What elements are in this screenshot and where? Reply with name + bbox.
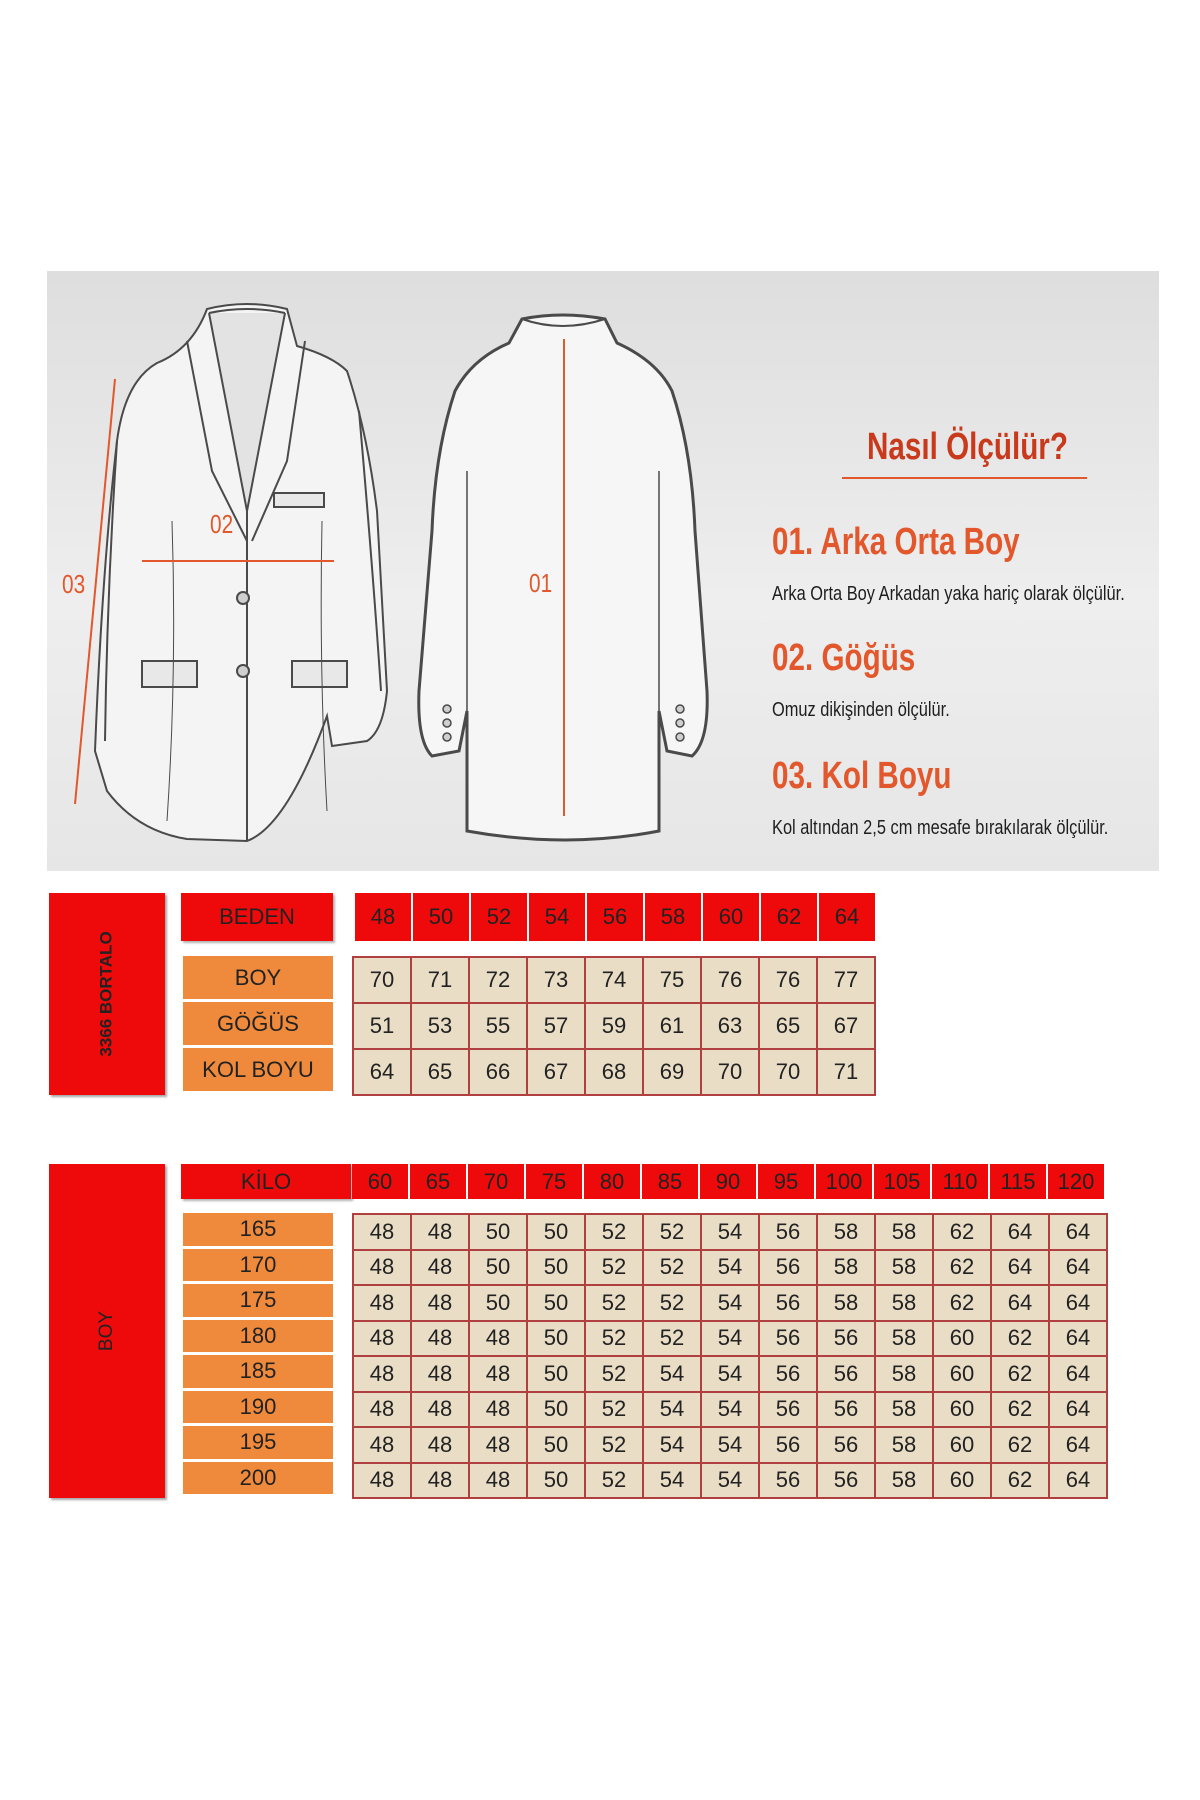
size-fit-cell: 58 <box>876 1357 934 1393</box>
size-fit-cell: 48 <box>412 1251 470 1287</box>
size-fit-cell: 48 <box>354 1393 412 1429</box>
size-fit-grid <box>352 1213 1108 1499</box>
size-fit-cell: 58 <box>818 1251 876 1287</box>
measurement-cell: 57 <box>528 1004 586 1050</box>
size-fit-cell: 48 <box>412 1428 470 1464</box>
step-3-title: 03. Kol Boyu <box>772 755 952 797</box>
measurement-labels <box>183 956 333 1094</box>
height-label: 170 <box>183 1249 333 1285</box>
size-fit-cell: 54 <box>702 1464 760 1500</box>
size-fit-cell: 64 <box>1050 1428 1108 1464</box>
size-fit-cell: 52 <box>586 1251 644 1287</box>
size-fit-cell: 50 <box>528 1428 586 1464</box>
size-fit-cell: 48 <box>470 1428 528 1464</box>
size-fit-cell: 58 <box>876 1286 934 1322</box>
measurement-label: BOY <box>183 956 333 1002</box>
size-fit-cell: 52 <box>586 1357 644 1393</box>
size-header-cell: 52 <box>471 893 529 941</box>
size-fit-cell: 62 <box>992 1357 1050 1393</box>
height-label: 200 <box>183 1462 333 1498</box>
front-jacket-drawing <box>95 304 387 841</box>
height-label: 165 <box>183 1213 333 1249</box>
size-fit-cell: 48 <box>412 1286 470 1322</box>
size-fit-cell: 58 <box>876 1251 934 1287</box>
size-fit-cell: 62 <box>934 1251 992 1287</box>
size-fit-cell: 50 <box>528 1286 586 1322</box>
size-header-cell: 58 <box>645 893 703 941</box>
height-label: 190 <box>183 1391 333 1427</box>
size-fit-cell: 58 <box>876 1322 934 1358</box>
measurement-cell: 70 <box>354 958 412 1004</box>
size-fit-cell: 48 <box>354 1322 412 1358</box>
weight-header-cell: 95 <box>758 1164 816 1199</box>
height-label: 180 <box>183 1320 333 1356</box>
size-fit-cell: 48 <box>354 1251 412 1287</box>
size-fit-cell: 56 <box>760 1464 818 1500</box>
size-fit-cell: 50 <box>470 1215 528 1251</box>
size-fit-cell: 64 <box>1050 1215 1108 1251</box>
size-fit-cell: 58 <box>876 1428 934 1464</box>
measurement-cell: 59 <box>586 1004 644 1050</box>
guide-title: Nasıl Ölçülür? <box>867 426 1068 468</box>
size-fit-cell: 50 <box>528 1215 586 1251</box>
size-fit-cell: 50 <box>528 1357 586 1393</box>
size-fit-cell: 56 <box>760 1393 818 1429</box>
size-fit-cell: 62 <box>992 1428 1050 1464</box>
measurement-cell: 70 <box>760 1050 818 1096</box>
step-2-description: Omuz dikişinden ölçülür. <box>772 699 950 721</box>
size-fit-cell: 48 <box>470 1322 528 1358</box>
measurement-guide <box>47 271 1159 871</box>
size-fit-cell: 62 <box>992 1464 1050 1500</box>
measurement-cell: 71 <box>818 1050 876 1096</box>
size-fit-cell: 60 <box>934 1428 992 1464</box>
measurement-cell: 53 <box>412 1004 470 1050</box>
measurement-label: KOL BOYU <box>183 1048 333 1094</box>
weight-header-cell: 120 <box>1048 1164 1106 1199</box>
size-fit-cell: 54 <box>644 1393 702 1429</box>
size-fit-cell: 48 <box>412 1393 470 1429</box>
size-fit-cell: 64 <box>1050 1464 1108 1500</box>
measurement-cell: 67 <box>528 1050 586 1096</box>
size-fit-cell: 58 <box>876 1215 934 1251</box>
sleeve-marker-label: 03 <box>62 569 86 599</box>
weight-header-cell: 60 <box>352 1164 410 1199</box>
step-1-description: Arka Orta Boy Arkadan yaka hariç olarak ölçülür. <box>772 583 1125 605</box>
size-fit-cell: 56 <box>818 1428 876 1464</box>
size-fit-cell: 50 <box>528 1393 586 1429</box>
size-fit-cell: 48 <box>412 1322 470 1358</box>
measurement-cell: 73 <box>528 958 586 1004</box>
measurement-cell: 76 <box>760 958 818 1004</box>
measurement-cell: 66 <box>470 1050 528 1096</box>
size-fit-cell: 54 <box>702 1393 760 1429</box>
measurement-cell: 68 <box>586 1050 644 1096</box>
weight-header-cell: 115 <box>990 1164 1048 1199</box>
size-fit-cell: 58 <box>818 1286 876 1322</box>
size-fit-cell: 54 <box>644 1464 702 1500</box>
size-header-cell: 50 <box>413 893 471 941</box>
height-axis-label: BOY <box>96 1310 117 1352</box>
size-fit-cell: 58 <box>876 1393 934 1429</box>
size-fit-cell: 54 <box>702 1322 760 1358</box>
step-1-title: 01. Arka Orta Boy <box>772 521 1020 563</box>
back-length-marker-label: 01 <box>529 568 553 598</box>
measurement-cell: 70 <box>702 1050 760 1096</box>
size-fit-cell: 62 <box>992 1393 1050 1429</box>
measurement-label: GÖĞÜS <box>183 1002 333 1048</box>
measurement-cell: 65 <box>760 1004 818 1050</box>
size-header-label: BEDEN <box>181 893 333 941</box>
size-fit-cell: 56 <box>818 1357 876 1393</box>
size-fit-cell: 48 <box>354 1464 412 1500</box>
size-fit-cell: 56 <box>760 1286 818 1322</box>
size-fit-cell: 60 <box>934 1393 992 1429</box>
measurement-cell: 72 <box>470 958 528 1004</box>
size-fit-cell: 48 <box>412 1357 470 1393</box>
size-header-cell: 64 <box>819 893 877 941</box>
step-3-description: Kol altından 2,5 cm mesafe bırakılarak ölçülür. <box>772 817 1109 839</box>
size-fit-cell: 64 <box>1050 1322 1108 1358</box>
height-axis-bar <box>49 1164 165 1498</box>
size-fit-cell: 56 <box>760 1215 818 1251</box>
size-fit-cell: 62 <box>934 1286 992 1322</box>
size-fit-cell: 48 <box>354 1286 412 1322</box>
measurement-cell: 74 <box>586 958 644 1004</box>
height-label: 185 <box>183 1355 333 1391</box>
measurement-cell: 75 <box>644 958 702 1004</box>
measurement-cell: 77 <box>818 958 876 1004</box>
weight-header-row <box>352 1164 1106 1199</box>
size-header-cell: 54 <box>529 893 587 941</box>
size-fit-cell: 64 <box>992 1215 1050 1251</box>
size-fit-cell: 50 <box>528 1464 586 1500</box>
size-fit-cell: 54 <box>644 1428 702 1464</box>
size-fit-cell: 52 <box>586 1286 644 1322</box>
size-fit-cell: 56 <box>760 1357 818 1393</box>
size-fit-cell: 48 <box>354 1428 412 1464</box>
size-fit-cell: 64 <box>1050 1286 1108 1322</box>
size-fit-cell: 54 <box>702 1286 760 1322</box>
step-2-title: 02. Göğüs <box>772 637 916 679</box>
weight-header-label: KİLO <box>181 1164 351 1199</box>
size-fit-cell: 52 <box>644 1251 702 1287</box>
size-fit-cell: 52 <box>644 1322 702 1358</box>
height-label: 195 <box>183 1426 333 1462</box>
size-fit-cell: 62 <box>934 1215 992 1251</box>
measurement-cell: 67 <box>818 1004 876 1050</box>
measurement-grid <box>352 956 876 1096</box>
size-fit-cell: 48 <box>470 1393 528 1429</box>
back-jacket-drawing <box>419 315 707 840</box>
size-fit-cell: 62 <box>992 1322 1050 1358</box>
size-fit-cell: 48 <box>354 1215 412 1251</box>
size-fit-cell: 60 <box>934 1357 992 1393</box>
size-fit-cell: 52 <box>586 1322 644 1358</box>
size-fit-cell: 64 <box>1050 1393 1108 1429</box>
weight-header-cell: 110 <box>932 1164 990 1199</box>
jacket-illustrations <box>47 271 747 871</box>
size-fit-cell: 54 <box>702 1357 760 1393</box>
weight-header-cell: 85 <box>642 1164 700 1199</box>
size-fit-cell: 48 <box>470 1464 528 1500</box>
size-fit-cell: 64 <box>1050 1357 1108 1393</box>
height-labels <box>183 1213 333 1497</box>
size-fit-cell: 50 <box>470 1251 528 1287</box>
size-fit-cell: 64 <box>992 1286 1050 1322</box>
size-fit-cell: 56 <box>818 1464 876 1500</box>
size-fit-cell: 52 <box>586 1464 644 1500</box>
size-fit-cell: 56 <box>760 1251 818 1287</box>
size-header-cell: 60 <box>703 893 761 941</box>
measurement-cell: 51 <box>354 1004 412 1050</box>
size-fit-cell: 58 <box>876 1464 934 1500</box>
size-fit-cell: 54 <box>702 1215 760 1251</box>
size-fit-cell: 60 <box>934 1322 992 1358</box>
size-fit-cell: 56 <box>818 1393 876 1429</box>
size-fit-cell: 50 <box>528 1251 586 1287</box>
size-fit-cell: 48 <box>470 1357 528 1393</box>
size-fit-cell: 52 <box>586 1393 644 1429</box>
size-fit-cell: 56 <box>760 1428 818 1464</box>
measurement-cell: 61 <box>644 1004 702 1050</box>
size-fit-cell: 54 <box>644 1357 702 1393</box>
weight-header-cell: 70 <box>468 1164 526 1199</box>
size-fit-cell: 52 <box>644 1286 702 1322</box>
size-fit-cell: 52 <box>586 1428 644 1464</box>
size-header-cell: 56 <box>587 893 645 941</box>
size-fit-cell: 54 <box>702 1428 760 1464</box>
measurement-cell: 63 <box>702 1004 760 1050</box>
chest-marker-label: 02 <box>210 509 234 539</box>
weight-header-cell: 80 <box>584 1164 642 1199</box>
model-name: 3366 BORTALO <box>97 931 117 1057</box>
weight-header-cell: 100 <box>816 1164 874 1199</box>
size-fit-cell: 52 <box>644 1215 702 1251</box>
size-fit-cell: 50 <box>528 1322 586 1358</box>
measurement-cell: 76 <box>702 958 760 1004</box>
measurement-cell: 69 <box>644 1050 702 1096</box>
size-fit-cell: 64 <box>992 1251 1050 1287</box>
size-fit-cell: 50 <box>470 1286 528 1322</box>
size-fit-cell: 48 <box>412 1464 470 1500</box>
weight-header-cell: 75 <box>526 1164 584 1199</box>
weight-header-cell: 105 <box>874 1164 932 1199</box>
model-name-bar <box>49 893 165 1095</box>
height-label: 175 <box>183 1284 333 1320</box>
weight-header-cell: 90 <box>700 1164 758 1199</box>
size-fit-cell: 48 <box>354 1357 412 1393</box>
measurement-cell: 64 <box>354 1050 412 1096</box>
size-fit-cell: 64 <box>1050 1251 1108 1287</box>
measurement-cell: 55 <box>470 1004 528 1050</box>
size-header-cell: 48 <box>355 893 413 941</box>
size-header-row <box>355 893 877 941</box>
size-fit-cell: 60 <box>934 1464 992 1500</box>
size-fit-cell: 58 <box>818 1215 876 1251</box>
measurement-cell: 65 <box>412 1050 470 1096</box>
size-fit-cell: 56 <box>760 1322 818 1358</box>
size-fit-cell: 54 <box>702 1251 760 1287</box>
size-header-cell: 62 <box>761 893 819 941</box>
measurement-cell: 71 <box>412 958 470 1004</box>
guide-title-underline <box>842 477 1087 479</box>
weight-header-cell: 65 <box>410 1164 468 1199</box>
size-fit-cell: 48 <box>412 1215 470 1251</box>
size-fit-cell: 52 <box>586 1215 644 1251</box>
size-fit-cell: 56 <box>818 1322 876 1358</box>
